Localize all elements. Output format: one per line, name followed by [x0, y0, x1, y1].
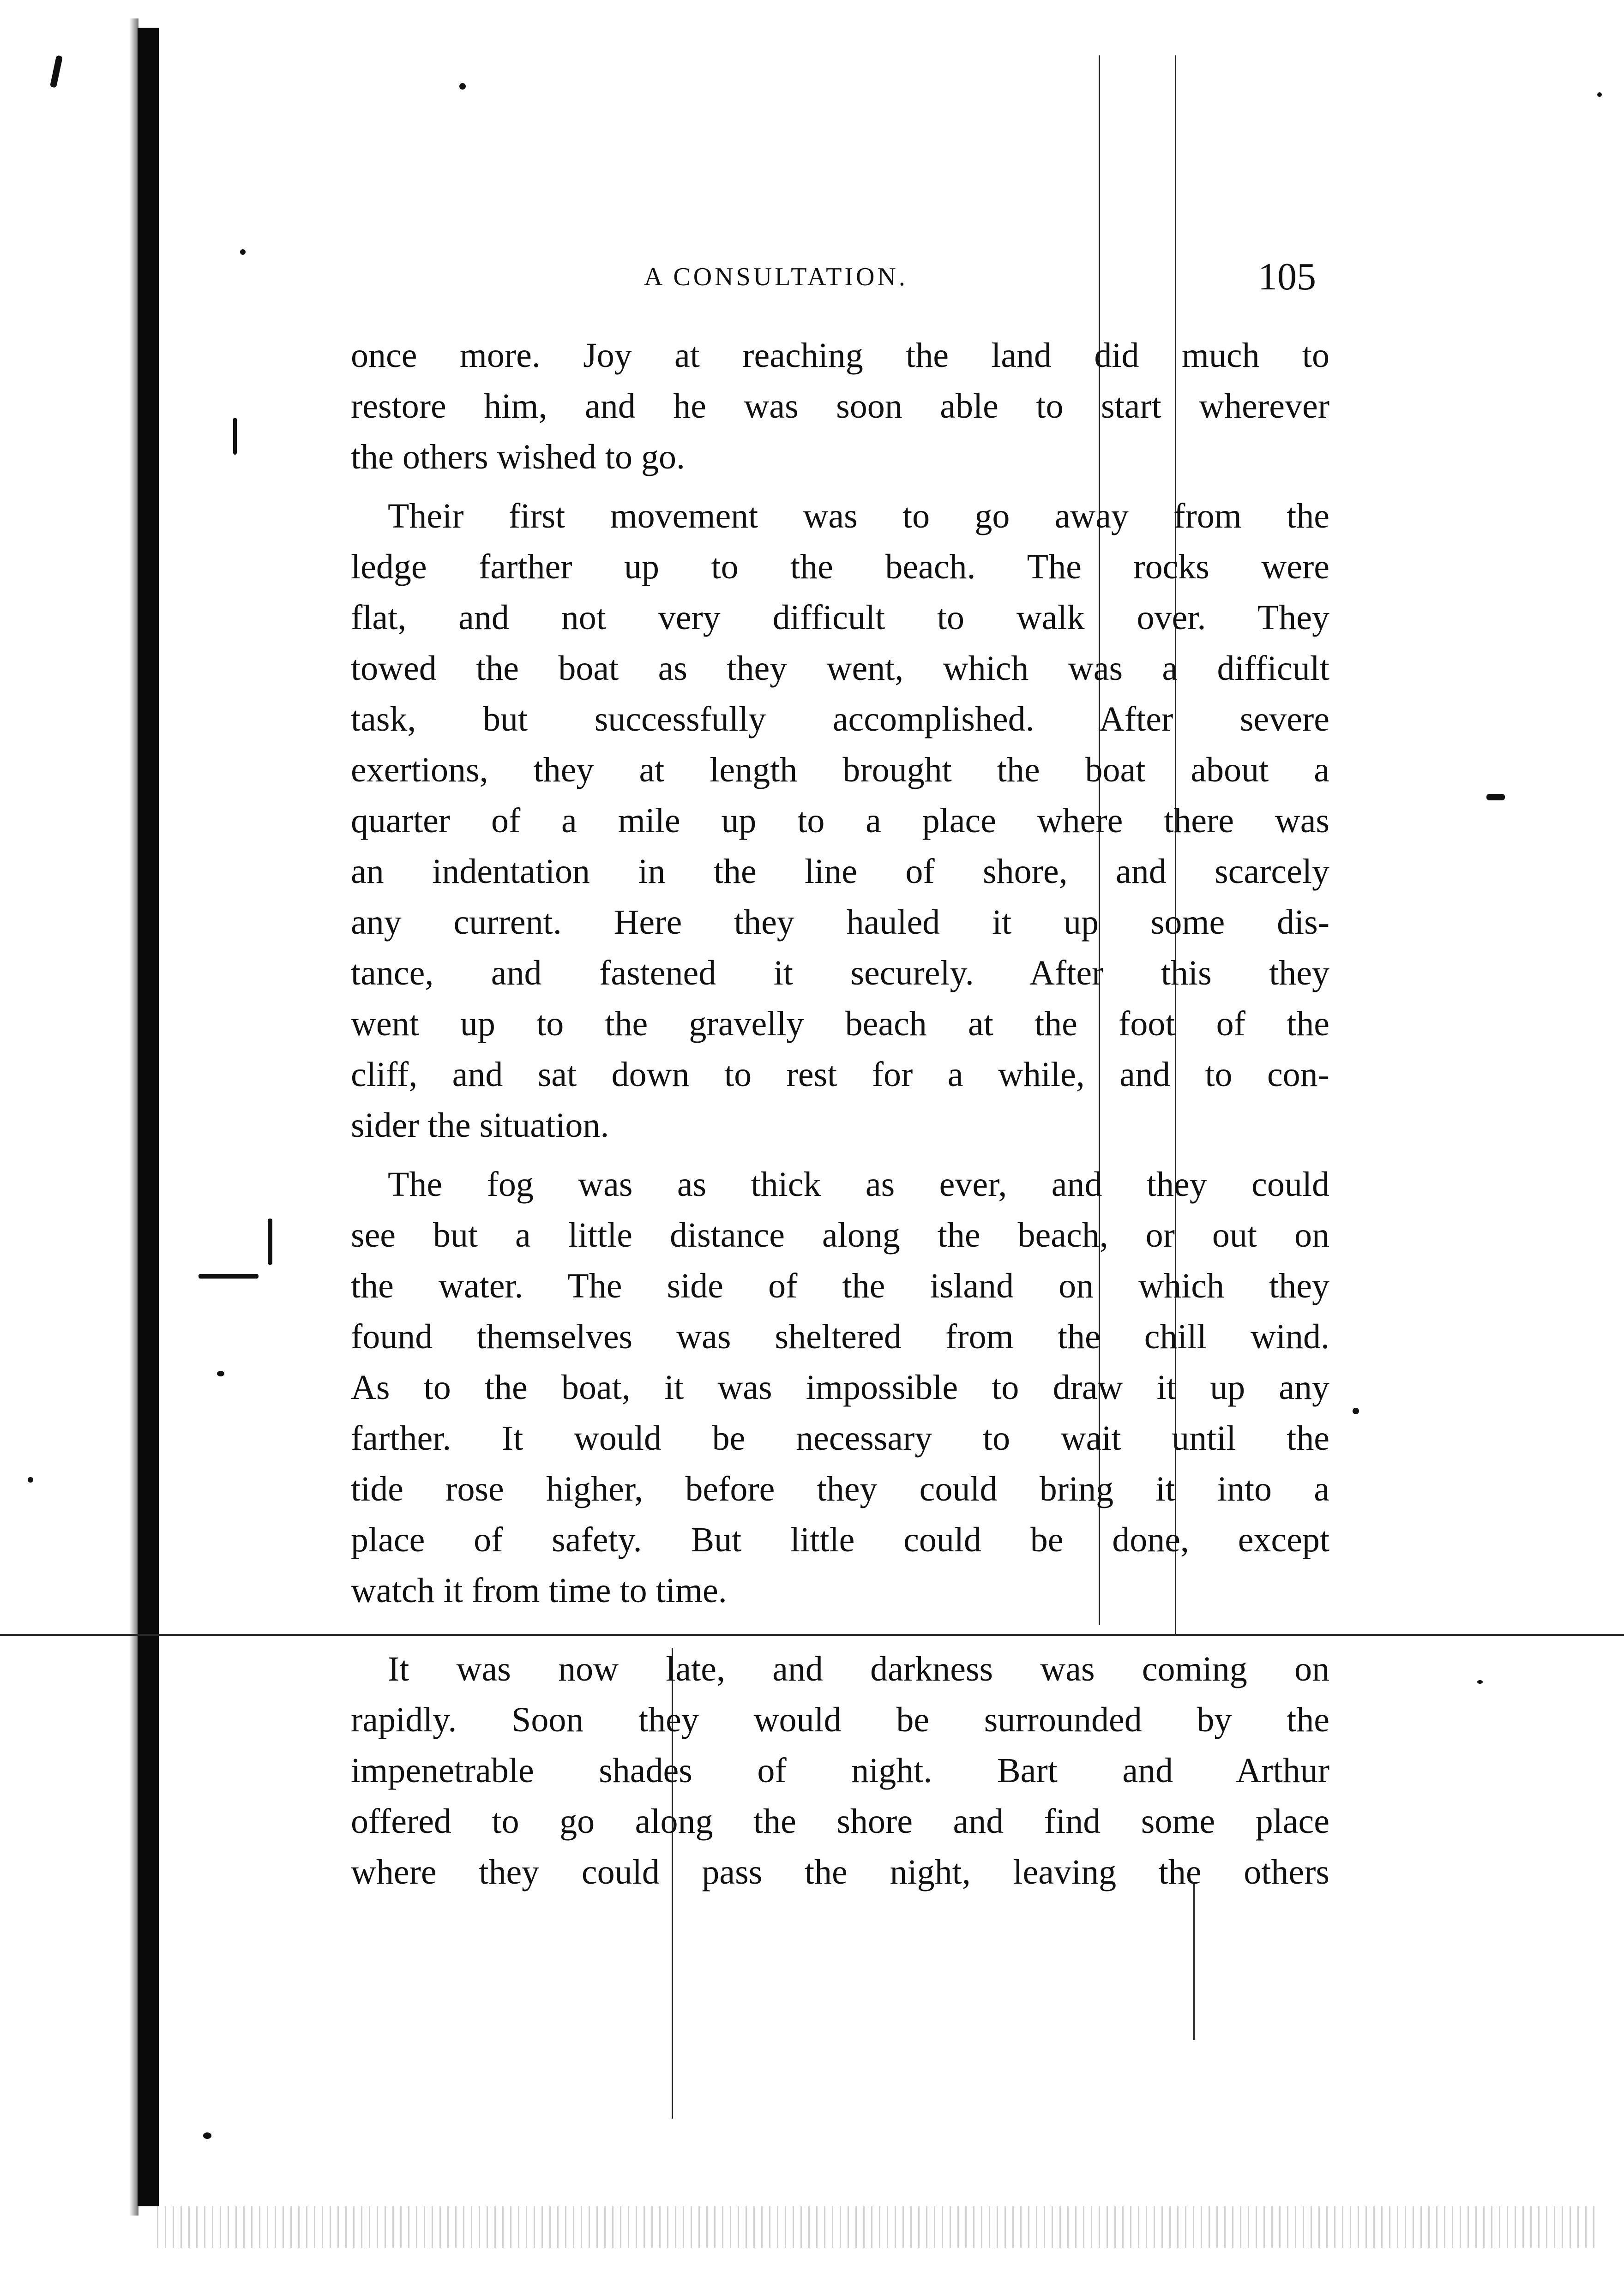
running-title: A CONSULTATION.	[644, 263, 908, 291]
scan-speck	[50, 55, 63, 88]
scan-line	[1193, 1883, 1195, 2040]
text-line: found themselves was sheltered from the chill wind.	[351, 1317, 1329, 1356]
text-line: went up to the gravelly beach at the foot of the	[351, 1004, 1329, 1043]
text-line: offered to go along the shore and find some place	[351, 1802, 1329, 1841]
binding-edge	[138, 28, 159, 2206]
scan-noise	[157, 2206, 1597, 2248]
binding-shadow	[129, 18, 138, 2216]
text-line: ledge farther up to the beach. The rocks were	[351, 547, 1329, 586]
text-line: It was now late, and darkness was coming on	[388, 1650, 1329, 1688]
text-line: exertions, they at length brought the boat about a	[351, 751, 1329, 789]
text-line: tide rose higher, before they could bring it into a	[351, 1470, 1329, 1508]
scan-speck	[203, 2132, 211, 2139]
scan-speck	[1477, 1680, 1483, 1684]
text-line: impenetrable shades of night. Bart and Arthur	[351, 1751, 1329, 1790]
text-line: task, but successfully accomplished. After severe	[351, 700, 1329, 739]
text-line: As to the boat, it was impossible to draw it up any	[351, 1368, 1329, 1407]
text-line: the water. The side of the island on which they	[351, 1267, 1329, 1305]
text-line: Their first movement was to go away from the	[388, 497, 1329, 535]
text-line: the others wished to go.	[351, 438, 686, 476]
text-line: farther. It would be necessary to wait until the	[351, 1419, 1329, 1458]
paragraph	[351, 491, 1329, 1151]
scan-speck	[28, 1477, 33, 1483]
text-line: towed the boat as they went, which was a difficult	[351, 649, 1329, 688]
text-line: watch it from time to time.	[351, 1571, 727, 1610]
text-line: rapidly. Soon they would be surrounded by the	[351, 1700, 1329, 1739]
text-line: cliff, and sat down to rest for a while, and to con-	[351, 1055, 1329, 1094]
text-line: tance, and fastened it securely. After this they	[351, 954, 1329, 992]
text-line: once more. Joy at reaching the land did much to	[351, 336, 1329, 375]
text-line: any current. Here they hauled it up some dis-	[351, 903, 1329, 942]
paragraph	[351, 1644, 1329, 1898]
body-text	[351, 330, 1329, 1898]
scan-speck	[1353, 1408, 1359, 1414]
page-number: 105	[1258, 255, 1316, 298]
scan-speck	[268, 1219, 272, 1265]
scan-speck	[217, 1371, 224, 1376]
text-line: quarter of a mile up to a place where there was	[351, 801, 1329, 840]
text-line: sider the situation.	[351, 1106, 609, 1145]
scan-speck	[240, 249, 246, 255]
text-line: an indentation in the line of shore, and scarcely	[351, 852, 1329, 891]
scan-speck	[198, 1274, 259, 1279]
text-line: place of safety. But little could be done, except	[351, 1520, 1329, 1559]
scan-speck	[459, 83, 466, 90]
text-line: see but a little distance along the beach, or out on	[351, 1216, 1329, 1255]
paragraph	[351, 1159, 1329, 1616]
scan-speck	[1597, 92, 1602, 97]
paragraph	[351, 330, 1329, 482]
text-line: restore him, and he was soon able to start wherever	[351, 387, 1329, 426]
scan-speck	[1486, 794, 1505, 800]
text-line: The fog was as thick as ever, and they could	[388, 1165, 1329, 1204]
running-head	[0, 252, 1624, 302]
text-line: flat, and not very difficult to walk over. They	[351, 598, 1329, 637]
text-line: where they could pass the night, leaving the others	[351, 1853, 1329, 1892]
scan-speck	[233, 418, 237, 455]
